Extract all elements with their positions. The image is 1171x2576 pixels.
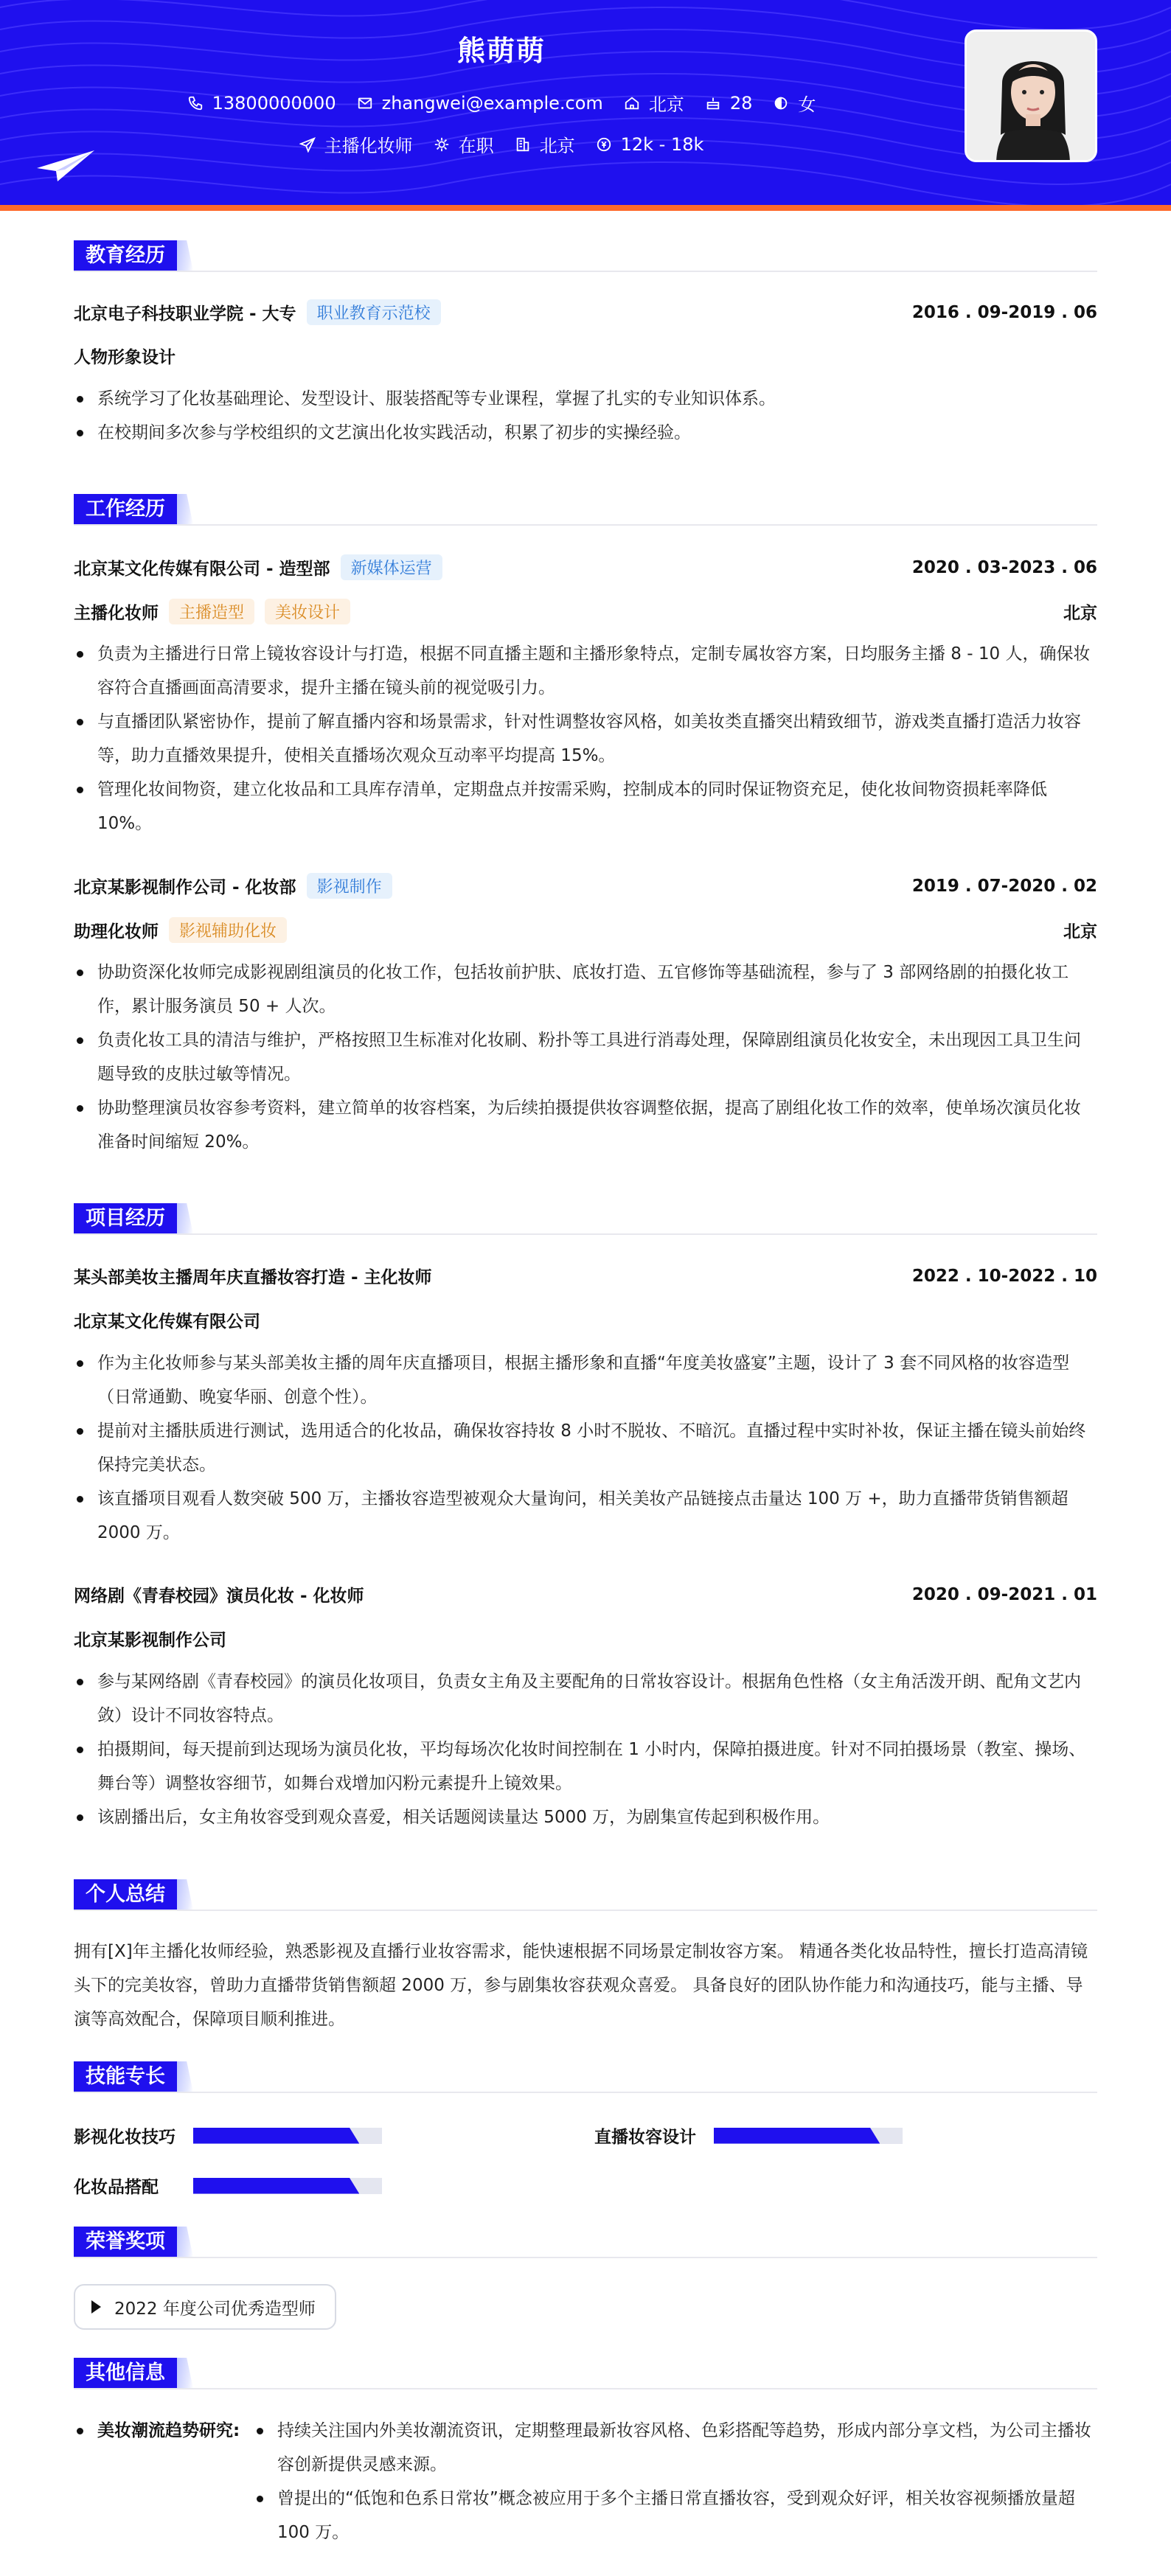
list-item: 负责为主播进行日常上镜妆容设计与打造，根据不同直播主题和主播形象特点，定制专属妆容方案，日均服务主播 8 - 10 人，确保妆容符合直播画面高清要求，提升主播在镜头前的视觉吸引力。: [74, 637, 1097, 705]
list-item: 作为主化妆师参与某头部美妆主播的周年庆直播项目，根据主播形象和直播“年度美妆盛宴”主题，设计了 3 套不同风格的妆容造型（日常通勤、晚宴华丽、创意个性）。: [74, 1346, 1097, 1414]
company-name: 北京某影视制作公司 - 化妆部: [74, 878, 296, 897]
list-item: 协助整理演员妆容参考资料，建立简单的妆容档案，为后续拍摄提供妆容调整依据，提高了剧组化妆工作的效率，使单场次演员化妆准备时间缩短 20%。: [74, 1091, 1097, 1159]
role-tag: 主播造型: [169, 599, 254, 624]
role-row: [74, 917, 1097, 943]
email-text: zhangwei@example.com: [381, 92, 603, 114]
gender-info: [773, 90, 816, 116]
list-item: 参与某网络剧《青春校园》的演员化妆项目，负责女主角及主要配角的日常妆容设计。根据角色性格（女主角活泼开朗、配角文艺内敛）设计不同妆容特点。: [74, 1665, 1097, 1733]
skill-name: 直播妆容设计: [594, 2128, 696, 2147]
skill-bar-fill: [193, 2128, 359, 2144]
salary-text: 12k - 18k: [620, 133, 704, 155]
role-tag: 美妆设计: [265, 599, 350, 624]
resume-header: [0, 0, 1171, 211]
company-tag: 新媒体运营: [341, 554, 442, 580]
coin-icon: [596, 136, 612, 153]
phone-info: [187, 93, 336, 114]
role-row: [74, 599, 1097, 624]
major-row: [74, 344, 1097, 368]
company-name: 北京某文化传媒有限公司 - 造型部: [74, 560, 330, 579]
role-city: 北京: [1063, 604, 1097, 623]
list-item: 在校期间多次参与学校组织的文艺演出化妆实践活动，积累了初步的实操经验。: [74, 416, 1097, 450]
building-icon: [515, 136, 531, 153]
job-header: [74, 554, 1097, 580]
age-text: 28: [729, 92, 753, 114]
list-item: 曾提出的“低饱和色系日常妆”概念被应用于多个主播日常直播妆容，受到观众好评，相关妆容视频播放量超 100 万。: [254, 2482, 1097, 2549]
section-other-title: 其他信息: [74, 2358, 193, 2389]
section-projects-title: 项目经历: [74, 1203, 193, 1234]
section-awards-title: 荣誉奖项: [74, 2227, 193, 2258]
project-name: 某头部美妆主播周年庆直播妆容打造 - 主化妆师: [74, 1268, 432, 1287]
project-header: [74, 1582, 1097, 1606]
city-text: 北京: [648, 94, 684, 115]
section-skills-title: 技能专长: [74, 2061, 193, 2092]
send-icon: [299, 136, 316, 153]
job-info: [299, 131, 413, 157]
major-name: 人物形象设计: [74, 348, 176, 367]
project-header: [74, 1264, 1097, 1288]
section-divider: [74, 271, 1097, 272]
role-tag: 影视辅助化妆: [169, 917, 287, 943]
project-bullets: [74, 1346, 1097, 1550]
list-item: 拍摄期间，每天提前到达现场为演员化妆，平均每场次化妆时间控制在 1 小时内，保障拍摄进度。针对不同拍摄场景（教室、操场、舞台等）调整妆容细节，如舞台戏增加闪粉元素提升上镜效果。: [74, 1733, 1097, 1800]
list-item: 该直播项目观看人数突破 500 万，主播妆容造型被观众大量询问，相关美妆产品链接点击量达 100 万 +，助力直播带货销售额超 2000 万。: [74, 1482, 1097, 1550]
caret-right-icon: [91, 2300, 101, 2314]
summary-text: 拥有[X]年主播化妆师经验，熟悉影视及直播行业妆容需求，能快速根据不同场景定制妆容方案。 精通各类化妆品特性，擅长打造高清镜头下的完美妆容，曾助力直播带货销售额超 2000 万，参与剧集妆容获观众喜爱。 具备良好的团队协作能力和沟通技巧，能与主播、导演等高效配合，保障项目顺利推进。: [74, 1942, 1088, 2029]
project-org-row: [74, 1626, 1097, 1651]
header-accent-stripe: [0, 205, 1171, 211]
section-divider: [74, 1233, 1097, 1235]
avatar: [965, 29, 1097, 162]
skill-item: [594, 2123, 903, 2148]
skill-bar: [714, 2128, 903, 2144]
list-item: 协助资深化妆师完成影视剧组演员的化妆工作，包括妆前护肤、底妆打造、五官修饰等基础流程，参与了 3 部网络剧的拍摄化妆工作，累计服务演员 50 + 人次。: [74, 955, 1097, 1023]
home-icon: [624, 95, 640, 111]
other-info-bullets: [254, 2414, 1097, 2549]
section-divider: [74, 1910, 1097, 1911]
role-city: 北京: [1063, 922, 1097, 941]
list-item: 该剧播出后，女主角妆容受到观众喜爱，相关话题阅读量达 5000 万，为剧集宣传起到积极作用。: [74, 1800, 1097, 1834]
skill-item: [74, 2123, 382, 2148]
list-item: 负责化妆工具的清洁与维护，严格按照卫生标准对化妆刷、粉扑等工具进行消毒处理，保障剧组演员化妆安全，未出现因工具卫生问题导致的皮肤过敏等情况。: [74, 1023, 1097, 1091]
job-row: [0, 131, 1003, 157]
gender-text: 女: [798, 94, 816, 115]
email-info: [357, 93, 603, 114]
cake-icon: [705, 95, 721, 111]
skill-bar-fill: [714, 2128, 880, 2144]
candidate-name: 熊萌萌: [456, 35, 546, 67]
project-date: 2022 . 10-2022 . 10: [911, 1266, 1097, 1286]
skill-bar: [193, 2178, 382, 2194]
skill-name: 影视化妆技巧: [74, 2128, 176, 2147]
project-date: 2020 . 09-2021 . 01: [911, 1584, 1097, 1604]
section-divider: [74, 2092, 1097, 2093]
skill-bar-fill: [193, 2178, 359, 2194]
gender-icon: [773, 95, 789, 111]
project-bullets: [74, 1665, 1097, 1834]
project-org: 北京某文化传媒有限公司: [74, 1312, 260, 1331]
job-bullets: [74, 637, 1097, 840]
education-header: [74, 299, 1097, 325]
mail-icon: [357, 95, 373, 111]
phone-icon: [187, 95, 204, 111]
job-date: 2019 . 07-2020 . 02: [911, 876, 1097, 896]
section-divider: [74, 2388, 1097, 2389]
section-education-title: 教育经历: [74, 240, 193, 271]
section-work-title: 工作经历: [74, 494, 193, 525]
section-divider: [74, 524, 1097, 526]
other-info-head: 美妆潮流趋势研究:: [74, 2414, 317, 2448]
target-city-info: [515, 131, 575, 157]
status-text: 在职: [458, 136, 494, 156]
school-tag: 职业教育示范校: [307, 299, 441, 325]
list-item: 与直播团队紧密协作，提前了解直播内容和场景需求，针对性调整妆容风格，如美妆类直播突出精致细节，游戏类直播打造活力妆容等，助力直播效果提升，使相关直播场次观众互动率平均提高 15%。: [74, 705, 1097, 773]
city-info: [624, 90, 684, 116]
phone-text: 13800000000: [212, 92, 336, 114]
job-header: [74, 873, 1097, 899]
award-item[interactable]: [74, 2284, 336, 2330]
skill-item: [74, 2173, 382, 2198]
school-name: 北京电子科技职业学院 - 大专: [74, 304, 296, 324]
contact-row: [0, 90, 1003, 116]
gear-icon: [434, 136, 450, 153]
section-divider: [74, 2257, 1097, 2258]
job-text: 主播化妆师: [324, 136, 413, 156]
job-date: 2020 . 03-2023 . 06: [911, 557, 1097, 577]
job-bullets: [74, 955, 1097, 1159]
target-city-text: 北京: [539, 136, 575, 156]
section-summary-title: 个人总结: [74, 1879, 193, 1910]
project-org: 北京某影视制作公司: [74, 1631, 226, 1650]
award-text: 2022 年度公司优秀造型师: [114, 2299, 316, 2319]
skill-bar: [193, 2128, 382, 2144]
list-item: 系统学习了化妆基础理论、发型设计、服装搭配等专业课程，掌握了扎实的专业知识体系。: [74, 382, 1097, 416]
project-org-row: [74, 1308, 1097, 1332]
age-info: [705, 93, 753, 114]
list-item: 持续关注国内外美妆潮流资讯，定期整理最新妆容风格、色彩搭配等趋势，形成内部分享文档，为公司主播妆容创新提供灵感来源。: [254, 2414, 1097, 2482]
education-bullets: [74, 382, 1097, 450]
education-date: 2016 . 09-2019 . 06: [911, 302, 1097, 322]
paper-plane-icon: [35, 147, 97, 183]
status-info: [434, 131, 494, 157]
project-name: 网络剧《青春校园》演员化妆 - 化妆师: [74, 1587, 364, 1606]
role-name: 主播化妆师: [74, 604, 159, 623]
skill-name: 化妆品搭配: [74, 2178, 159, 2197]
company-tag: 影视制作: [307, 873, 392, 899]
salary-info: [596, 134, 704, 155]
avatar-photo: [967, 32, 1097, 162]
list-item: 提前对主播肤质进行测试，选用适合的化妆品，确保妆容持妆 8 小时不脱妆、不暗沉。直播过程中实时补妆，保证主播在镜头前始终保持完美状态。: [74, 1414, 1097, 1482]
list-item: 管理化妆间物资，建立化妆品和工具库存清单，定期盘点并按需采购，控制成本的同时保证物资充足，使化妆间物资损耗率降低 10%。: [74, 773, 1097, 840]
role-name: 助理化妆师: [74, 922, 159, 941]
